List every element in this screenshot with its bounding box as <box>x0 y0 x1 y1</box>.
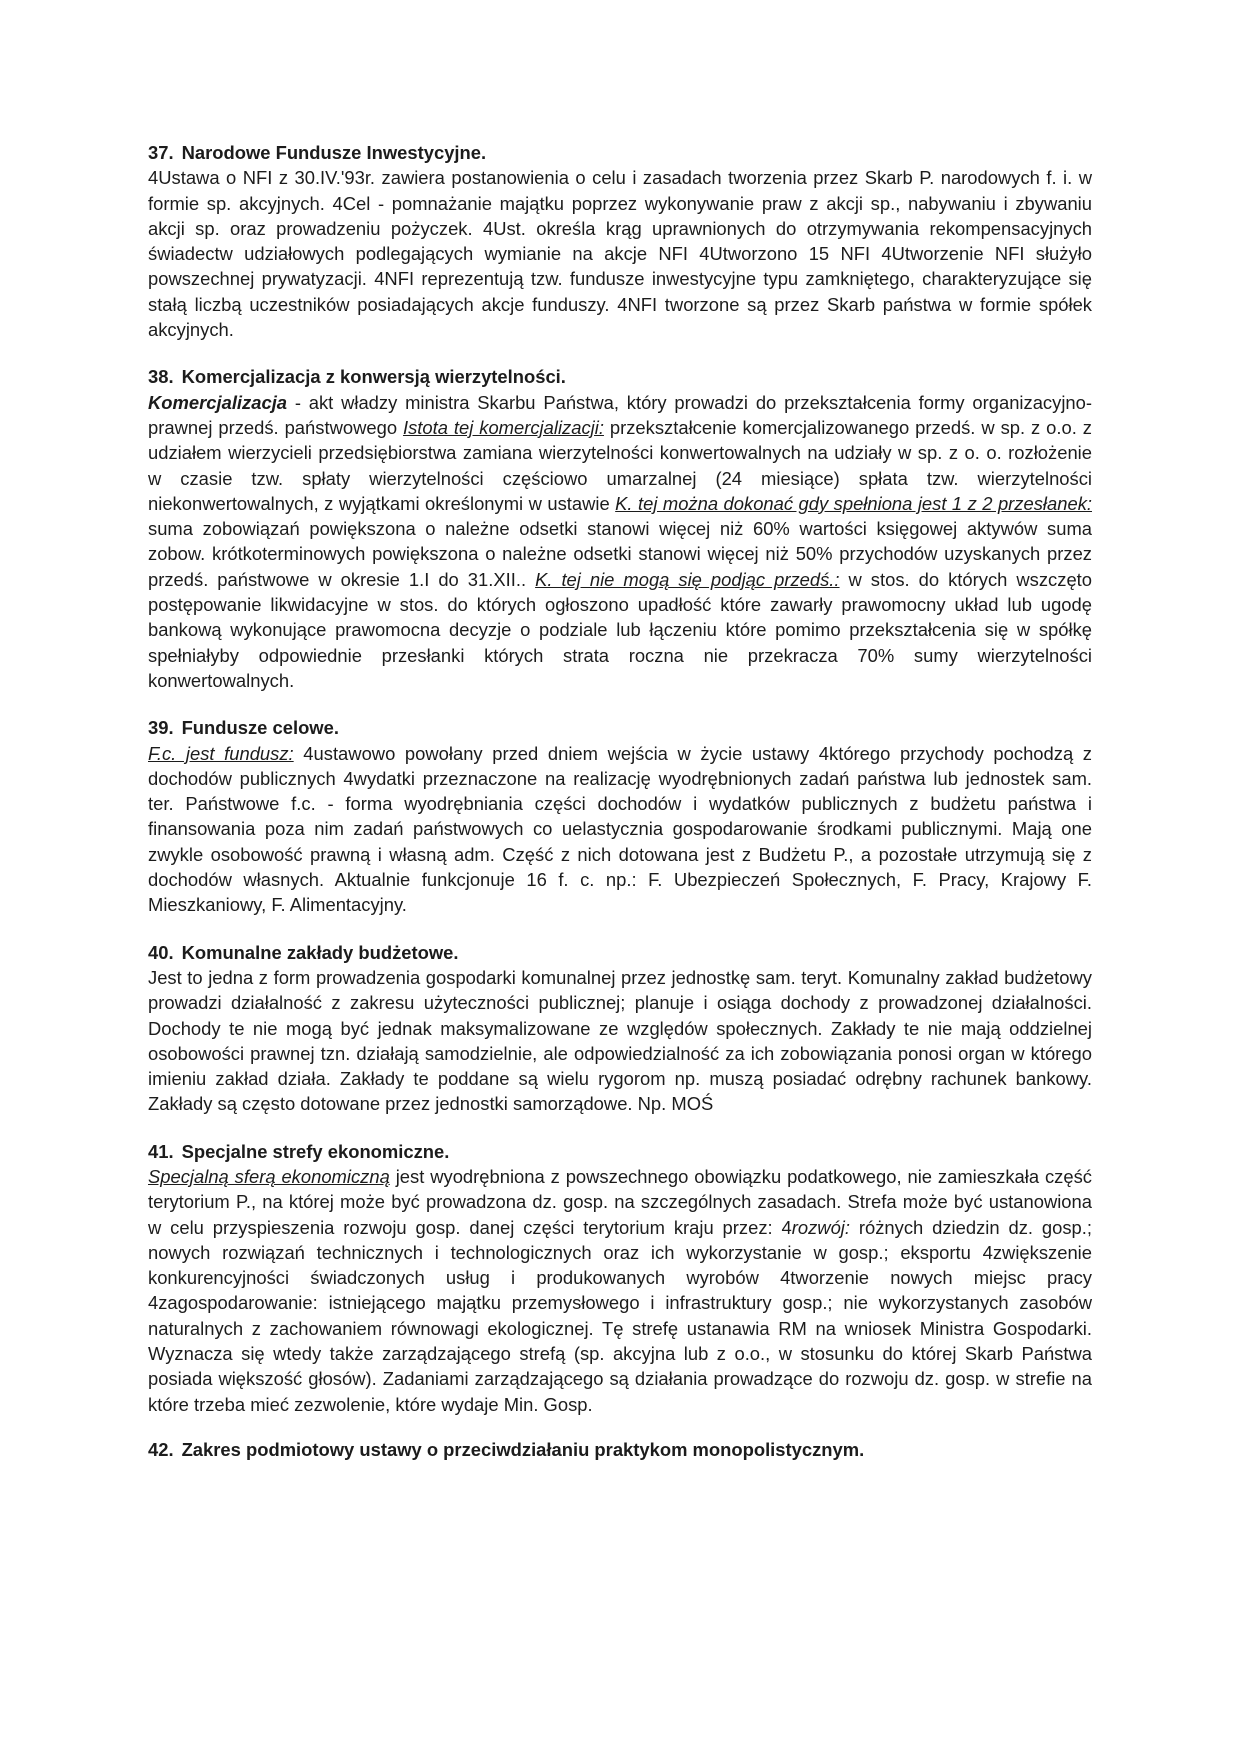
text-run: w stos. do których wszczęto postępowanie likwidacyjne w stos. do których ogłoszono upadłość które zawarły prawomocny układ lub ugodę bankową wykonujące prawomocna decyzje o podziale lub łączeniu które pomimo przekształcenia się w spółkę spełniałyby odpowiednie przesłanki których strata roczna nie przekracza 70% sumy wierzytelności konwertowalnych. <box>148 568 1093 691</box>
section-title: Zakres podmiotowy ustawy o przeciwdziałaniu praktykom monopolistycznym. <box>181 1438 865 1460</box>
term-fundusz: F.c. jest fundusz: <box>148 742 294 764</box>
term-przeslanki: K. tej można dokonać gdy spełniona jest 1 z 2 przesłanek: <box>615 492 1092 514</box>
section-paragraph: 4Ustawa o NFI z 30.IV.'93r. zawiera postanowienia o celu i zasadach tworzenia przez Skarb P. narodowych f. i. w formie sp. akcyjnych. 4Cel - pomnażanie majątku poprzez wykonywanie praw z akcji sp., nabywaniu i zbywaniu akcji sp. oraz prowadzeniu pożyczek. 4Ust. określa krąg uprawnionych do otrzymywania rekompensacyjnych świadectw udziałowych podlegających wymianie na akcje NFI 4Utworzono 15 NFI 4Utworzenie NFI służyło powszechnej prywatyzacji. 4NFI reprezentują tzw. fundusze inwestycyjne typu zamkniętego, charakteryzujące się stałą liczbą uczestników posiadających akcje funduszy. 4NFI tworzone są przez Skarb państwa w formie spółek akcyjnych. <box>148 167 1092 341</box>
text-run: różnych dziedzin dz. gosp.; nowych rozwiązań technicznych i technologicznych oraz ich wykorzystanie w gosp.; eksportu 4zwiększenie konkurencyjności świadczonych usług i produkowanych wyrobów 4tworzenie nowych miejsc pracy 4zagospodarowanie: istniejącego majątku przemysłowego i infrastruktury gosp.; nie wykorzystanych zasobów naturalnych z zachowaniem równowagi ekologicznej. Tę strefę ustanawia RM na wniosek Ministra Gospodarki. Wyznacza się wtedy także zarządzającego strefą (sp. akcyjna lub z o.o., w stosunku do której Skarb Państwa posiada większość głosów). Zadaniami zarządzającego są działania prowadzące do rozwoju dz. gosp. w strefie na które trzeba mieć zezwolenie, które wydaje Min. Gosp. <box>148 1216 1092 1415</box>
section-title: Narodowe Fundusze Inwestycyjne. <box>181 142 487 163</box>
text-run: jest wyodrębniona z powszechnego obowiązku podatkowego, nie zamieszkała część terytorium P., na której może być prowadzona dz. gosp. na szczególnych zasadach. Strefa może być ustanowiona w celu przyspieszenia rozwoju gosp. danej części terytorium kraju przez: 4 <box>148 1165 1092 1238</box>
section-39 <box>148 715 1092 917</box>
section-title: Fundusze celowe. <box>181 717 339 739</box>
section-title: Specjalne strefy ekonomiczne. <box>181 1140 450 1162</box>
section-37 <box>148 140 1092 342</box>
term-komercjalizacja: Komercjalizacja <box>148 391 288 413</box>
section-40 <box>148 940 1092 1117</box>
section-paragraph <box>148 1164 1092 1417</box>
section-heading <box>148 715 1092 740</box>
section-heading <box>148 940 1092 965</box>
section-paragraph <box>148 390 1092 694</box>
term-strefa: Specjalną sferą ekonomiczną <box>148 1165 390 1187</box>
section-heading <box>148 140 1092 165</box>
section-title: Komercjalizacja z konwersją wierzytelności. <box>181 366 566 388</box>
section-paragraph <box>148 741 1092 918</box>
text-run: 4ustawowo powołany przed dniem wejścia w życie ustawy 4którego przychody pochodzą z dochodów publicznych 4wydatki przeznaczone na realizację wyodrębnionych zadań państwa lub jednostek sam. ter. Państwowe f.c. - forma wyodrębniania części dochodów i wydatków publicznych z budżetu państwa i finansowania poza nim zadań państwowych co uelastycznia gospodarowanie środkami publicznymi. Mają one zwykle osobowość prawną i własną adm. Część z nich dotowana jest z Budżetu P., a pozostałe utrzymują się z dochodów własnych. Aktualnie funkcjonuje 16 f. c. np.: F. Ubezpieczeń Społecznych, F. Pracy, Krajowy F. Mieszkaniowy, F. Alimentacyjny. <box>148 742 1092 916</box>
section-42 <box>148 1437 1092 1462</box>
section-number: 38. <box>148 366 174 388</box>
section-number: 37. <box>148 142 174 163</box>
section-title: Komunalne zakłady budżetowe. <box>181 941 459 963</box>
document-page <box>148 140 1092 1484</box>
section-heading <box>148 1437 1092 1462</box>
section-number: 42. <box>148 1438 174 1460</box>
section-paragraph: Jest to jedna z form prowadzenia gospodarki komunalnej przez jednostkę sam. teryt. Komunalny zakład budżetowy prowadzi działalność z zakresu użyteczności publicznej; planuje i osiąga dochody z prowadzonej działalności. Dochody te nie mogą być jednak maksymalizowane ze względów społecznych. Zakłady te nie mają oddzielnej osobowości prawnej tzn. działają samodzielnie, ale odpowiedzialność za ich zobowiązania ponosi organ w którego imieniu zakład działa. Zakłady te poddane są wielu rygorom np. muszą posiadać odrębny rachunek bankowy. Zakłady są często dotowane przez jednostki samorządowe. Np. MOŚ <box>148 966 1092 1115</box>
section-heading <box>148 364 1092 389</box>
text-run: - akt władzy ministra Skarbu Państwa, który prowadzi do przekształcenia formy organizacyjno-prawnej przedś. państwowego <box>148 391 1092 438</box>
text-run: przekształcenie komercjalizowanego przedś. w sp. z o.o. z udziałem wierzycieli przedsiębiorstwa zamiana wierzytelności konwertowalnych na udziały w sp. z o. o. rozłożenie w czasie tzw. spłaty wierzytelności częściowo umarzalnej (24 miesiące) spłata tzw. wierzytelności niekonwertowalnych, z wyjątkami określonymi w ustawie <box>148 416 1092 514</box>
section-number: 41. <box>148 1140 174 1162</box>
term-istota: Istota tej komercjalizacji: <box>402 416 604 438</box>
section-number: 40. <box>148 941 174 963</box>
term-wylaczenia: K. tej nie mogą się podjąc przedś.: <box>535 568 840 590</box>
term-rozwoj: rozwój: <box>791 1216 850 1238</box>
section-41 <box>148 1139 1092 1417</box>
text-run: suma zobowiązań powiększona o należne odsetki stanowi więcej niż 60% wartości księgowej aktywów suma zobow. krótkoterminowych powiększona o należne odsetki stanowi więcej niż 50% przychodów uzyskanych przez przedś. państwowe w okresie 1.I do 31.XII.. <box>148 518 1092 590</box>
section-number: 39. <box>148 717 174 739</box>
section-heading <box>148 1139 1092 1164</box>
section-38 <box>148 364 1092 693</box>
